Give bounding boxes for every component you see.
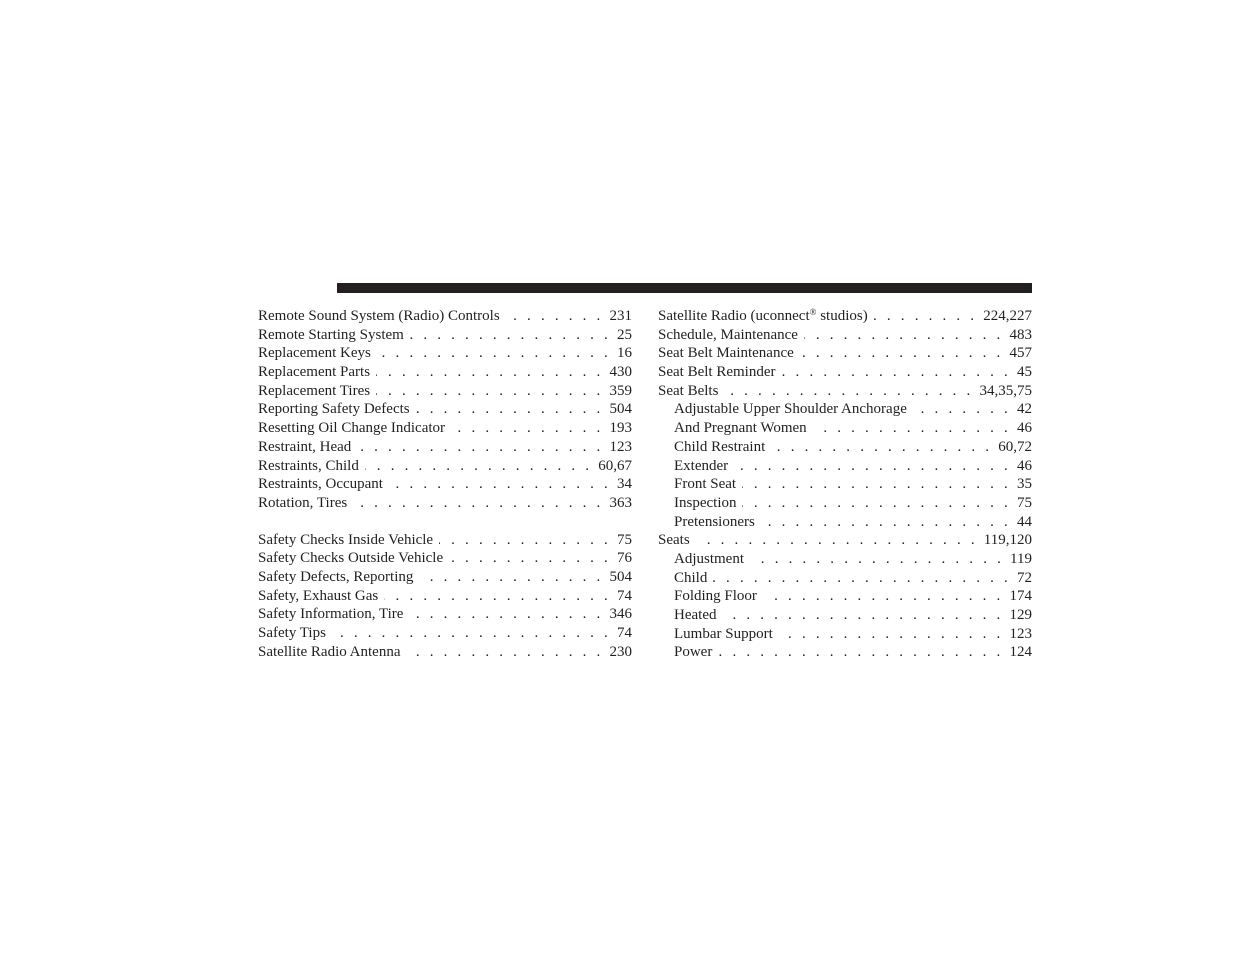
index-term: Adjustment	[674, 550, 744, 567]
index-subentry	[658, 494, 1032, 513]
index-term: Lumbar Support	[674, 625, 773, 642]
page-number: 363	[609, 494, 632, 511]
index-term: Pretensioners	[674, 513, 755, 530]
index-entry	[658, 326, 1032, 345]
dot-leader	[779, 625, 1004, 644]
page-number: 504	[609, 401, 632, 418]
page-number: 119	[1010, 550, 1032, 567]
index-term: Adjustable Upper Shoulder Anchorage	[674, 401, 907, 418]
index-term: Replacement Tires	[258, 382, 371, 399]
dot-leader	[384, 587, 611, 606]
index-entry	[258, 326, 632, 345]
index-subentry	[658, 550, 1032, 569]
index-term: Safety Checks Inside Vehicle	[258, 531, 434, 548]
dot-leader	[734, 457, 1011, 476]
page-number: 224,227	[983, 308, 1032, 324]
dot-leader	[713, 569, 1011, 588]
index-entry	[658, 307, 1032, 326]
index-subentry	[658, 400, 1032, 419]
page-number: 75	[1017, 494, 1032, 511]
index-term: Satellite Radio Antenna	[258, 643, 401, 660]
index-term: Child Restraint	[674, 438, 766, 455]
page-number: 72	[1017, 569, 1032, 586]
index-subentry	[658, 438, 1032, 457]
page-number: 119,120	[983, 532, 1032, 549]
index-term: Safety Checks Outside Vehicle	[258, 550, 444, 567]
registered-mark: ®	[809, 307, 817, 317]
page-number: 430	[609, 364, 632, 381]
dot-leader	[419, 568, 603, 587]
index-entry	[258, 624, 632, 643]
page-number: 46	[1017, 420, 1032, 437]
index-term: Power	[674, 644, 713, 661]
dot-leader	[410, 326, 611, 345]
dot-leader	[742, 494, 1011, 513]
page-number: 231	[609, 308, 632, 324]
index-entry	[258, 307, 632, 326]
index-entry	[658, 531, 1032, 550]
page-number: 75	[617, 531, 632, 548]
index-entry	[258, 475, 632, 494]
index-entry	[258, 382, 632, 401]
index-term: Restraints, Occupant	[258, 476, 383, 493]
dot-leader	[781, 363, 1011, 382]
index-subentry	[658, 569, 1032, 588]
page-number: 16	[617, 345, 632, 362]
page-number: 60,67	[598, 457, 632, 474]
index-entry	[258, 419, 632, 438]
dot-leader	[761, 513, 1011, 532]
dot-leader	[696, 531, 978, 550]
index-entry	[258, 605, 632, 624]
index-subentry	[658, 475, 1032, 494]
dot-leader	[763, 587, 1004, 606]
index-subentry	[658, 625, 1032, 644]
index-term: Safety Information, Tire	[258, 606, 404, 623]
index-entry	[258, 438, 632, 457]
index-entry	[258, 531, 632, 550]
index-term: Restraint, Head	[258, 438, 352, 455]
index-term: Seat Belt Reminder	[658, 364, 776, 381]
index-entry	[658, 344, 1032, 363]
index-term: Remote Sound System (Radio) Controls	[258, 308, 500, 324]
page-number: 174	[1009, 588, 1032, 605]
index-term: Safety Tips	[258, 625, 326, 641]
index-term: And Pregnant Women	[674, 420, 807, 437]
index-term: Reporting Safety Defects	[258, 401, 410, 418]
page-number: 46	[1017, 457, 1032, 474]
index-entry	[258, 568, 632, 587]
dot-leader	[800, 344, 1004, 363]
dot-leader	[365, 457, 592, 476]
index-term: Safety, Exhaust Gas	[258, 587, 379, 604]
page-number: 230	[609, 643, 632, 660]
index-subentry	[658, 587, 1032, 606]
dot-leader	[804, 326, 1004, 345]
page-number: 34	[617, 476, 632, 493]
index-term: Front Seat	[674, 476, 737, 493]
dot-leader	[913, 400, 1011, 419]
index-entry	[258, 400, 632, 419]
dot-leader	[376, 363, 603, 382]
dot-leader	[742, 475, 1011, 494]
index-entry	[258, 344, 632, 363]
dot-leader	[389, 475, 611, 494]
page-number: 123	[1009, 625, 1032, 642]
index-entry	[258, 457, 632, 476]
page-number: 193	[609, 420, 632, 437]
dot-leader	[449, 549, 611, 568]
index-term: Inspection	[674, 494, 737, 511]
index-term: Schedule, Maintenance	[658, 326, 798, 343]
index-subentry	[658, 419, 1032, 438]
page-number: 129	[1009, 607, 1032, 623]
dot-leader	[718, 643, 1003, 662]
index-term: Seats	[658, 532, 690, 549]
page-number: 483	[1009, 326, 1032, 343]
index-term: Folding Floor	[674, 588, 757, 605]
dot-leader	[357, 438, 603, 457]
index-term: Remote Starting System	[258, 326, 404, 343]
page-number: 60,72	[998, 438, 1032, 455]
index-term: Seat Belt Maintenance	[658, 345, 794, 362]
page-number: 34,35,75	[979, 382, 1032, 399]
page-number: 346	[609, 606, 632, 623]
page-number: 42	[1017, 401, 1032, 418]
index-term: Resetting Oil Change Indicator	[258, 420, 446, 437]
index-entry	[258, 363, 632, 382]
dot-leader	[722, 606, 1003, 625]
dot-leader	[750, 550, 1004, 569]
dot-leader	[376, 382, 603, 401]
page-number: 74	[617, 625, 632, 641]
index-term: Child	[674, 569, 708, 586]
dot-leader	[451, 419, 603, 438]
index-term: Rotation, Tires	[258, 494, 348, 511]
index-term: Restraints, Child	[258, 457, 359, 474]
dot-leader	[771, 438, 992, 457]
page-number: 457	[1009, 345, 1032, 362]
dot-leader	[416, 400, 604, 419]
page-number: 504	[609, 568, 632, 585]
page-number: 74	[617, 587, 632, 604]
page-number: 123	[609, 438, 632, 455]
header-rule	[337, 283, 1032, 293]
dot-leader	[353, 494, 603, 513]
dot-leader	[506, 307, 604, 326]
dot-leader	[406, 643, 603, 662]
page-number: 44	[1017, 513, 1032, 530]
index-term: Heated	[674, 607, 717, 623]
index-term: Replacement Keys	[258, 345, 371, 362]
index-column-left	[258, 307, 632, 661]
index-term: Replacement Parts	[258, 364, 371, 381]
page-number: 76	[617, 550, 632, 567]
page-number: 359	[609, 382, 632, 399]
index-column-right	[658, 307, 1032, 662]
index-subentry	[658, 457, 1032, 476]
index-term: Safety Defects, Reporting	[258, 568, 414, 585]
dot-leader	[409, 605, 603, 624]
dot-leader	[724, 382, 973, 401]
page-number: 35	[1017, 476, 1032, 493]
page-number: 124	[1009, 644, 1032, 661]
dot-leader	[874, 307, 978, 326]
page-number: 25	[617, 326, 632, 343]
dot-leader	[332, 624, 611, 643]
index-term: Satellite Radio (uconnect® studios)	[658, 307, 868, 324]
index-term: Extender	[674, 457, 729, 474]
index-entry	[658, 363, 1032, 382]
index-entry	[258, 587, 632, 606]
index-entry	[258, 549, 632, 568]
index-entry	[658, 382, 1032, 401]
dot-leader	[439, 531, 611, 550]
index-subentry	[658, 606, 1032, 625]
index-subentry	[658, 643, 1032, 662]
index-subentry	[658, 513, 1032, 532]
dot-leader	[813, 419, 1011, 438]
index-entry	[258, 494, 632, 513]
dot-leader	[377, 344, 611, 363]
page-number: 45	[1017, 364, 1032, 381]
index-term: Seat Belts	[658, 382, 719, 399]
index-entry	[258, 643, 632, 662]
